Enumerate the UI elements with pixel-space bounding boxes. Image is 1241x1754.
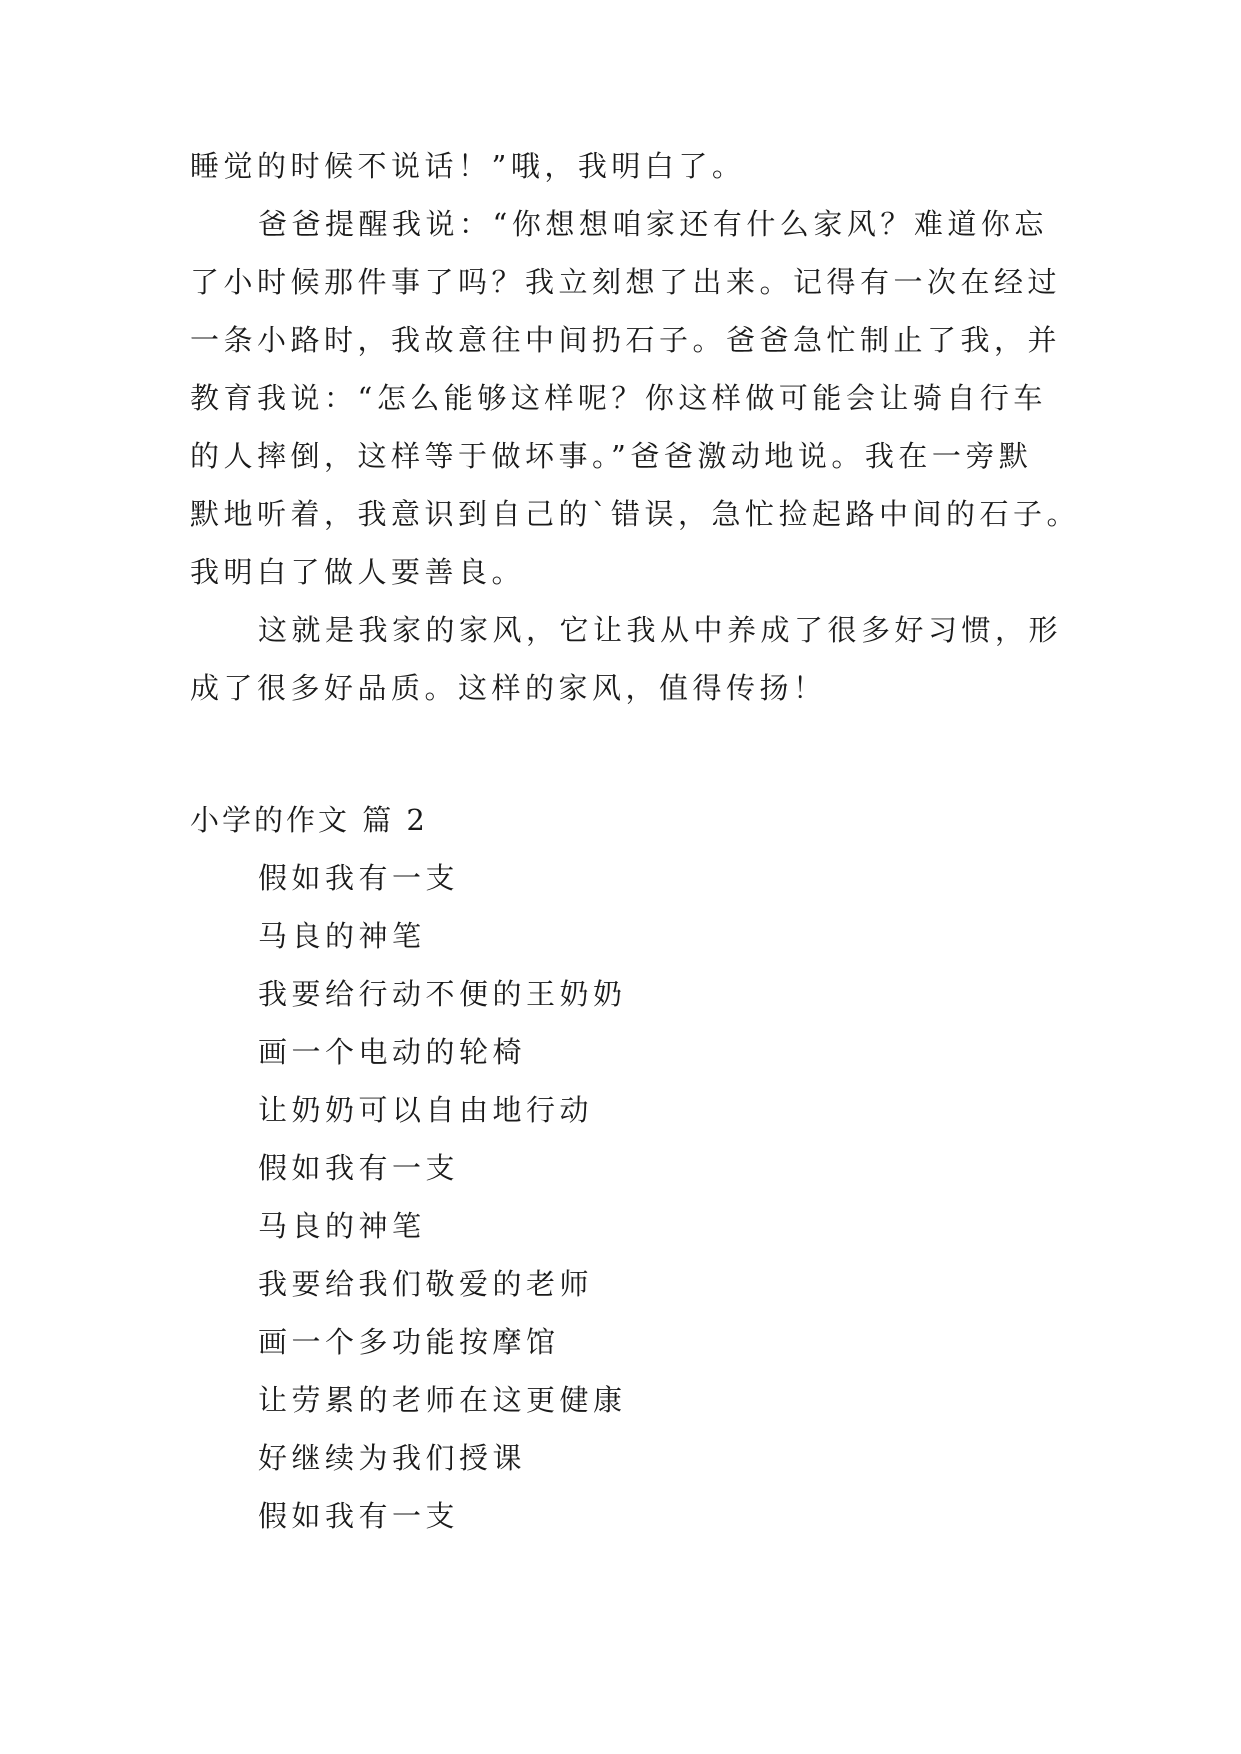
poem-line: 假如我有一支 — [258, 1151, 460, 1185]
paragraph-line: 默地听着，我意识到自己的`错误，急忙捡起路中间的石子。 — [190, 497, 1081, 531]
poem-line: 画一个多功能按摩馆 — [258, 1325, 560, 1359]
paragraph-line: 了小时候那件事了吗？我立刻想了出来。记得有一次在经过 — [190, 265, 1062, 299]
poem-line: 我要给我们敬爱的老师 — [258, 1267, 594, 1301]
paragraph-line: 成了很多好品质。这样的家风，值得传扬！ — [190, 671, 827, 705]
paragraph-line: 我明白了做人要善良。 — [190, 555, 526, 589]
paragraph-line: 教育我说：“怎么能够这样呢？你这样做可能会让骑自行车 — [190, 381, 1047, 415]
poem-line: 让奶奶可以自由地行动 — [258, 1093, 594, 1127]
section-heading: 小学的作文 篇 2 — [190, 803, 428, 837]
paragraph-line: 睡觉的时候不说话！”哦，我明白了。 — [190, 149, 746, 183]
paragraph-line: 一条小路时，我故意往中间扔石子。爸爸急忙制止了我，并 — [190, 323, 1062, 357]
poem-line: 马良的神笔 — [258, 919, 426, 953]
poem-line: 假如我有一支 — [258, 861, 460, 895]
poem-line: 好继续为我们授课 — [258, 1441, 527, 1475]
paragraph-line: 爸爸提醒我说：“你想想咱家还有什么家风？难道你忘 — [258, 207, 1048, 241]
poem-line: 画一个电动的轮椅 — [258, 1035, 527, 1069]
poem-line: 假如我有一支 — [258, 1499, 460, 1533]
poem-line: 马良的神笔 — [258, 1209, 426, 1243]
paragraph-line: 这就是我家的家风，它让我从中养成了很多好习惯，形 — [258, 613, 1063, 647]
poem-line: 让劳累的老师在这更健康 — [258, 1383, 627, 1417]
poem-line: 我要给行动不便的王奶奶 — [258, 977, 627, 1011]
paragraph-line: 的人摔倒，这样等于做坏事。”爸爸激动地说。我在一旁默 — [190, 439, 1033, 473]
